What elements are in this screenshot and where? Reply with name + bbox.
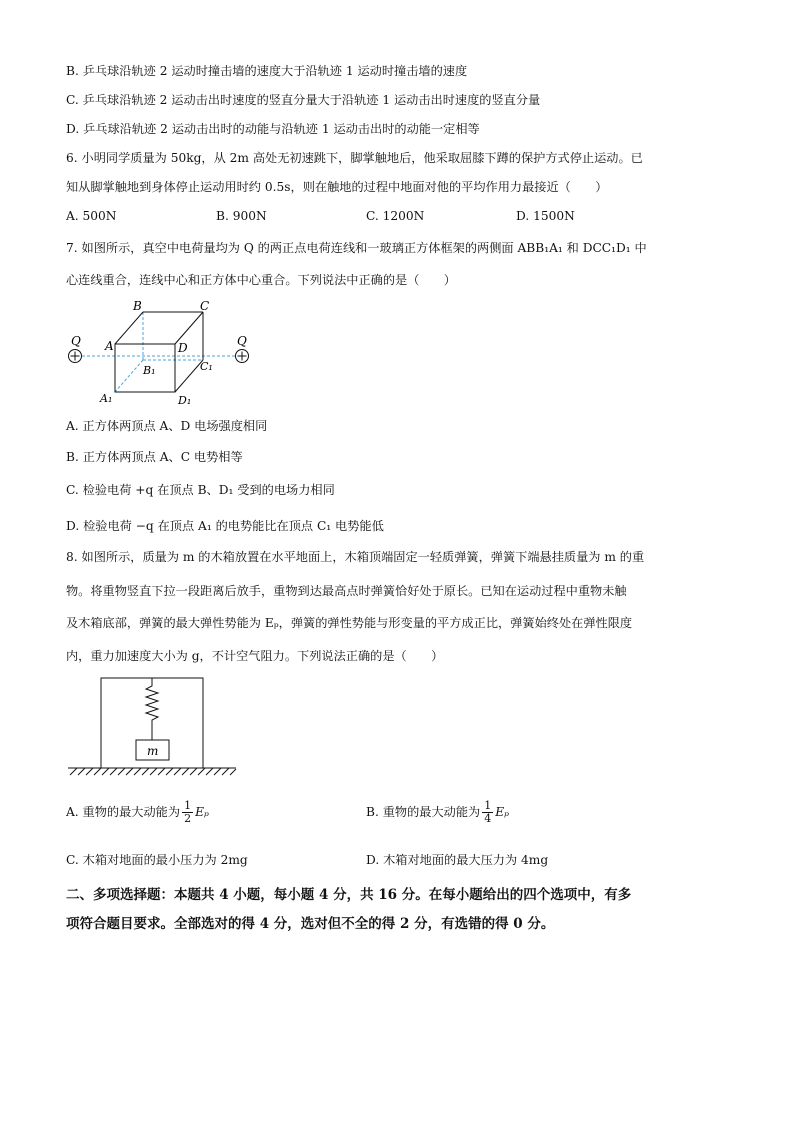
fraction-numerator: 1 <box>184 799 192 812</box>
q8-option-a-prefix: A. 重物的最大动能为 <box>66 805 181 819</box>
q6-option-c: C. 1200N <box>366 209 425 223</box>
label-a1: A₁ <box>100 392 113 405</box>
q6-stem-line-2: 知从脚掌触地到身体停止运动用时约 0.5s，则在触地的过程中地面对他的平均作用力最接近（ ） <box>66 180 608 194</box>
q6-option-a: A. 500N <box>66 209 117 223</box>
q7-option-a: A. 正方体两顶点 A、D 电场强度相同 <box>66 419 268 433</box>
fraction-one-half <box>182 800 193 825</box>
fraction-numerator: 1 <box>484 799 492 812</box>
q6-option-b: B. 900N <box>216 209 267 223</box>
q8-option-b-prefix: B. 重物的最大动能为 <box>366 805 481 819</box>
label-c: C <box>200 299 210 313</box>
q7-cube-figure <box>60 296 260 408</box>
mass-label: m <box>147 744 159 758</box>
label-b1: B₁ <box>143 364 156 377</box>
q8-stem-line-1: 8. 如图所示，质量为 m 的木箱放置在水平地面上，木箱顶端固定一轻质弹簧，弹簧下端悬挂质量为 m 的重 <box>66 550 645 564</box>
q8-stem-line-4: 内，重力加速度大小为 g，不计空气阻力。下列说法正确的是（ ） <box>66 649 444 663</box>
q7-stem-line-2: 心连线重合，连线中心和正方体中心重合。下列说法中正确的是（ ） <box>66 273 456 287</box>
q8-stem-line-3: 及木箱底部，弹簧的最大弹性势能为 Eₚ，弹簧的弹性势能与形变量的平方成正比，弹簧始终处在弹性限度 <box>66 616 633 630</box>
q8-option-a <box>66 800 209 825</box>
q8-option-b <box>366 800 509 825</box>
label-d: D <box>178 341 188 355</box>
label-c1: C₁ <box>200 360 213 373</box>
q7-stem-line-1: 7. 如图所示，真空中电荷量均为 Q 的两正点电荷连线和一玻璃正方体框架的两侧面 ABB₁A₁ 和 DCC₁D₁ 中 <box>66 241 647 255</box>
section-2-heading-line-1: 二、多项选择题：本题共 4 小题，每小题 4 分，共 16 分。在每小题给出的四个选项中，有多 <box>66 887 632 903</box>
fraction-denominator: 2 <box>184 812 192 825</box>
label-q-left: Q <box>71 334 81 348</box>
section-2-heading-line-2: 项符合题目要求。全部选对的得 4 分，选对但不全的得 2 分，有选错的得 0 分。 <box>66 916 555 932</box>
label-b: B <box>133 299 142 313</box>
label-q-right: Q <box>237 334 247 348</box>
q7-option-d: D. 检验电荷 −q 在顶点 A₁ 的电势能比在顶点 C₁ 电势能低 <box>66 519 384 533</box>
q8-box-spring-figure <box>64 674 244 778</box>
q8-option-c: C. 木箱对地面的最小压力为 2mg <box>66 853 248 867</box>
q8-option-b-suffix: Eₚ <box>495 805 509 819</box>
label-d1: D₁ <box>178 394 192 407</box>
q5-option-c: C. 乒乓球沿轨迹 2 运动击出时速度的竖直分量大于沿轨迹 1 运动击出时速度的竖直分量 <box>66 93 541 107</box>
fraction-denominator: 4 <box>484 812 492 825</box>
q8-option-d: D. 木箱对地面的最大压力为 4mg <box>366 853 549 867</box>
q7-option-b: B. 正方体两顶点 A、C 电势相等 <box>66 450 243 464</box>
q8-stem-line-2: 物。将重物竖直下拉一段距离后放手，重物到达最高点时弹簧恰好处于原长。已知在运动过程中重物未触 <box>66 584 627 598</box>
q5-option-b: B. 乒乓球沿轨迹 2 运动时撞击墙的速度大于沿轨迹 1 运动时撞击墙的速度 <box>66 64 468 78</box>
fraction-one-quarter <box>482 800 493 825</box>
q7-option-c: C. 检验电荷 +q 在顶点 B、D₁ 受到的电场力相同 <box>66 483 335 497</box>
q5-option-d: D. 乒乓球沿轨迹 2 运动击出时的动能与沿轨迹 1 运动击出时的动能一定相等 <box>66 122 480 136</box>
q6-stem-line-1: 6. 小明同学质量为 50kg，从 2m 高处无初速跳下，脚掌触地后，他采取屈膝下蹲的保护方式停止运动。已 <box>66 151 643 165</box>
label-a: A <box>105 339 114 353</box>
q6-option-d: D. 1500N <box>516 209 575 223</box>
q8-option-a-suffix: Eₚ <box>195 805 209 819</box>
